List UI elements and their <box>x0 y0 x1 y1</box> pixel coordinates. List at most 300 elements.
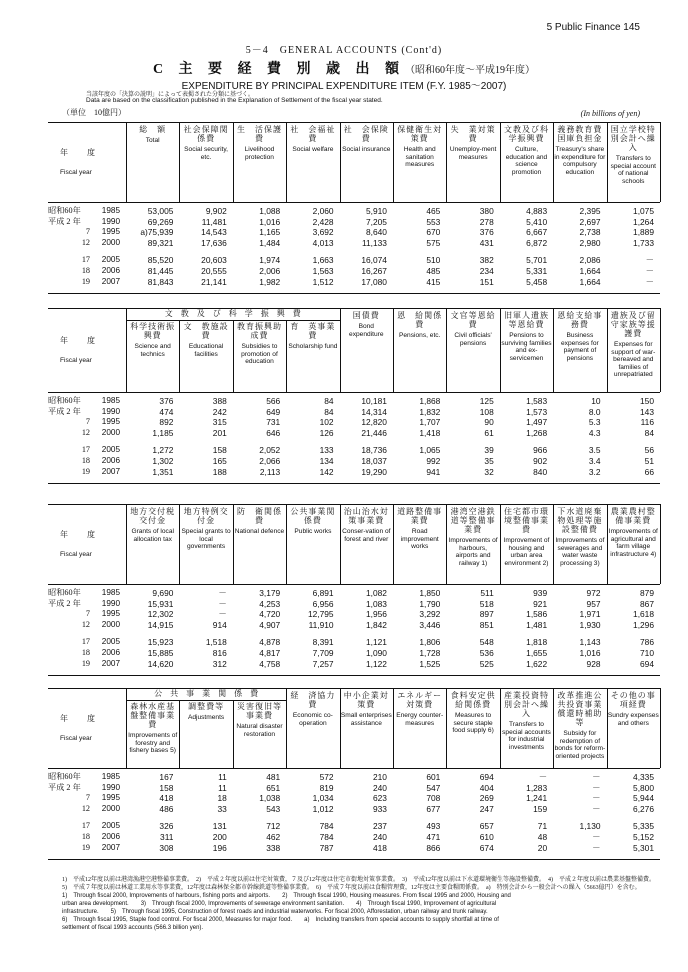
value-cell: 1,302 <box>152 455 174 466</box>
column-header <box>180 125 231 161</box>
value-cell: 2,395 <box>579 206 601 216</box>
column-header <box>180 702 231 722</box>
column-header-ja: 義務教育費国庫負担金 <box>557 125 603 143</box>
column-header-ja: 社 会保険費 <box>343 125 389 143</box>
value-cell: 242 <box>212 406 227 417</box>
column-header-en: Conser-vation of forest and river <box>342 528 391 543</box>
value-cell: 151 <box>479 276 494 287</box>
value-cell: 1,982 <box>259 276 281 287</box>
value-cell: 1,090 <box>365 647 387 658</box>
value-cell: 646 <box>266 427 281 438</box>
value-cell: 1,728 <box>419 647 441 658</box>
fiscal-year-header <box>48 714 126 743</box>
value-cell: 84 <box>324 406 334 417</box>
value-cell: 9,902 <box>205 206 227 216</box>
value-cell: 4,720 <box>259 609 281 620</box>
value-cell: 11,481 <box>201 216 227 227</box>
value-cell: 1,664 <box>579 265 601 276</box>
value-cell: 892 <box>159 417 174 428</box>
value-cell: 1,974 <box>259 255 281 266</box>
fiscal-year: 2007 <box>101 842 120 852</box>
value-cell: 518 <box>479 598 494 609</box>
value-cell: － <box>592 793 601 804</box>
value-cell: a)75,939 <box>140 227 174 238</box>
data-table <box>48 206 660 287</box>
column-header <box>341 125 392 154</box>
column-header-en: Improvements of sewerages and water waste processing 3) <box>555 537 605 567</box>
table-row <box>48 793 660 804</box>
value-cell: 1,016 <box>259 216 281 227</box>
value-cell: 6,891 <box>312 588 334 598</box>
table-row <box>48 396 660 407</box>
table-row <box>48 217 660 228</box>
column-header-en: Civil officials' pensions <box>454 332 492 347</box>
value-cell: 5,331 <box>526 265 548 276</box>
column-header <box>127 322 178 358</box>
value-cell: 1,806 <box>419 637 441 648</box>
value-cell: 5,701 <box>526 255 548 266</box>
fiscal-year: 2007 <box>101 276 120 286</box>
value-cell: 5,152 <box>633 831 654 842</box>
column-header-en: Improvements of agricultural and farm village infrastructure 4) <box>608 528 658 558</box>
column-header-ja: 防 衛関係費 <box>236 507 282 525</box>
value-cell: 11,133 <box>361 237 387 248</box>
column-header <box>608 311 659 379</box>
value-cell: 201 <box>212 427 227 438</box>
column-header <box>554 125 605 176</box>
column-header-en: Expenses for support of war-bereaved and families of unrepatriated <box>611 341 656 379</box>
value-cell: 142 <box>319 466 334 477</box>
value-cell: 6,276 <box>633 803 654 814</box>
value-cell: 1,185 <box>152 427 174 438</box>
column-header-ja: 保健衛生対策費 <box>397 125 443 143</box>
value-cell: 553 <box>426 216 441 227</box>
fiscal-year-header <box>48 336 126 365</box>
fiscal-year: 2006 <box>101 647 120 657</box>
value-cell: 15,885 <box>147 647 174 658</box>
era-label: 平成 2 年 <box>48 782 81 792</box>
value-cell: 234 <box>479 265 494 276</box>
value-cell: 382 <box>479 255 494 266</box>
value-cell: 957 <box>586 598 601 609</box>
value-cell: 786 <box>640 637 654 648</box>
fiscal-year: 2006 <box>101 455 120 465</box>
year-cell <box>48 609 126 620</box>
rule-line <box>126 700 286 701</box>
value-cell: 18 <box>217 793 227 804</box>
value-cell: 1,664 <box>579 276 601 287</box>
value-cell: 33 <box>217 803 227 814</box>
column-header <box>554 691 605 760</box>
value-cell: － <box>218 598 227 609</box>
column-header <box>341 311 392 338</box>
fiscal-year: 2006 <box>101 265 120 275</box>
table-row <box>48 637 660 648</box>
value-cell: 465 <box>426 206 441 216</box>
column-header-en: Treasury's share in expenditure for compulsory education <box>554 146 606 176</box>
column-header <box>287 691 338 727</box>
value-cell: 1,842 <box>365 619 387 630</box>
fiscal-year-header-en: Fiscal year <box>60 735 92 742</box>
value-cell: 2,006 <box>259 265 281 276</box>
value-cell: － <box>218 588 227 598</box>
value-cell: 51 <box>644 455 654 466</box>
value-cell: 19,290 <box>361 466 387 477</box>
table-row <box>48 266 660 277</box>
unit-ja: （単位 10億円） <box>62 108 126 117</box>
table-row <box>48 648 660 659</box>
value-cell: 819 <box>319 782 334 793</box>
value-cell: 4,883 <box>526 206 548 216</box>
data-table <box>48 396 660 477</box>
column-header-en: Energy counter-measures <box>396 712 444 727</box>
column-header-ja: 文官等恩給費 <box>450 311 496 329</box>
value-cell: 84 <box>644 427 654 438</box>
value-cell: 543 <box>266 803 281 814</box>
year-cell <box>48 266 126 277</box>
rule-line <box>48 768 660 769</box>
value-cell: 32 <box>484 466 494 477</box>
value-cell: 4,817 <box>259 647 281 658</box>
column-header-ja: 国立学校特別会計へ繰入 <box>610 125 656 152</box>
value-cell: 81,445 <box>147 265 174 276</box>
value-cell: 1,971 <box>579 609 601 620</box>
value-cell: 4.3 <box>588 427 601 438</box>
value-cell: 939 <box>533 588 548 598</box>
column-header-en: Social security, etc. <box>184 146 229 161</box>
value-cell: 278 <box>479 216 494 227</box>
value-cell: 914 <box>212 619 227 630</box>
gap-cell <box>48 630 660 637</box>
footnotes-ja: 1) 平成12年度以前は港湾漁港空港整備事業費。 2) 平成２年度以前は住宅対策費，７及び12年度は住宅市街地対策事業費。 3) 平成12年度以前は下水道環境衛生等施設整備費。 4) 平成２年度以前は農業基盤整備費。 5) 平成７年度以前は林道工業用水等事業費，12年度は森林保全都市幹線鉄道等整備事業費。 6) 平成７年度以前は食糧管理費，12年度は主要食糧関係費。 a) 特別会計から一般会計への繰入（5663億円）を含む。 <box>62 877 659 891</box>
value-cell: 1,525 <box>419 658 441 669</box>
era-label: 7 <box>85 793 90 803</box>
value-cell: 1,272 <box>152 445 174 456</box>
column-header-ja: 旧軍人遺族等恩給費 <box>503 311 549 329</box>
column-header <box>341 507 392 543</box>
note-ja: 当該年度の「決算の説明」によって表掲された分類に基づく。 <box>86 92 254 98</box>
value-cell: 200 <box>212 831 227 842</box>
value-cell: 376 <box>159 396 174 406</box>
column-header-en: Grants of local allocation tax <box>131 528 174 543</box>
value-cell: 69,269 <box>147 216 174 227</box>
value-cell: 56 <box>644 445 654 456</box>
value-cell: 4,253 <box>259 598 281 609</box>
year-cell <box>48 456 126 467</box>
column-header-ja: 改革推進公共投資事業償還時補助等 <box>557 691 603 727</box>
value-cell: 566 <box>266 396 281 406</box>
era-label: 17 <box>81 255 90 265</box>
value-cell: 2,428 <box>312 216 334 227</box>
data-table <box>48 772 660 853</box>
value-cell: 610 <box>479 831 494 842</box>
rule-line <box>48 392 660 393</box>
value-cell: 485 <box>426 265 441 276</box>
column-header-ja: 経 済協力費 <box>290 691 336 709</box>
footnotes <box>62 876 662 932</box>
value-cell: 126 <box>319 427 334 438</box>
value-cell: 1,088 <box>259 206 281 216</box>
year-cell <box>48 793 126 804</box>
value-cell: 89,321 <box>147 237 174 248</box>
rule-line <box>48 688 660 689</box>
fiscal-year: 1995 <box>101 793 120 803</box>
value-cell: 4,878 <box>259 637 281 648</box>
value-cell: 21,446 <box>361 427 387 438</box>
value-cell: 547 <box>426 782 441 793</box>
table-title-en: EXPENDITURE BY PRINCIPAL EXPENDITURE ITEM (F.Y. 1985～2007) <box>181 81 507 92</box>
column-header <box>447 125 498 161</box>
value-cell: 712 <box>266 821 281 832</box>
column-header-en: Economic co-operation <box>292 712 333 727</box>
value-cell: 3,179 <box>259 588 281 598</box>
year-cell <box>48 804 126 815</box>
value-cell: 14,620 <box>147 658 174 669</box>
fiscal-year: 1990 <box>101 782 120 792</box>
table-row <box>48 445 660 456</box>
value-cell: 308 <box>159 842 174 853</box>
column-header-ja: 遺族及び留守家族等援護費 <box>610 311 656 338</box>
column-header-ja: 教育振興助成費 <box>236 322 282 340</box>
column-header-ja: その他の事項経費 <box>610 691 656 709</box>
value-cell: 4,013 <box>312 237 334 248</box>
column-header-en: Special grants to local governments <box>181 528 231 551</box>
value-cell: 134 <box>319 455 334 466</box>
value-cell: － <box>592 842 601 853</box>
value-cell: 15,923 <box>147 637 174 648</box>
fiscal-year: 1985 <box>101 772 120 781</box>
value-cell: 5,944 <box>633 793 654 804</box>
value-cell: 48 <box>537 831 548 842</box>
year-cell <box>48 620 126 631</box>
column-header-ja: 住宅都市環境整備事業費 <box>503 507 549 534</box>
column-header-ja: 社会保障関係費 <box>183 125 229 143</box>
column-header <box>287 125 338 154</box>
value-cell: 462 <box>266 831 281 842</box>
era-label: 19 <box>81 842 90 852</box>
value-cell: 14,915 <box>147 619 174 630</box>
value-cell: 1,082 <box>365 588 387 598</box>
value-cell: 731 <box>266 417 281 428</box>
column-header-en: Subsidy for redemption of bonds for reform-oriented projects <box>554 730 606 760</box>
fiscal-year: 1995 <box>101 417 120 427</box>
column-header-ja: 科学技術振興費 <box>130 322 176 340</box>
table-row <box>48 588 660 599</box>
value-cell: 1,618 <box>633 609 654 620</box>
table-row <box>48 609 660 620</box>
column-header-en: Improvements of forestry and fishery bases 5) <box>128 732 178 755</box>
fiscal-year: 2000 <box>101 427 120 437</box>
value-cell: 921 <box>533 598 548 609</box>
value-cell: 1,351 <box>152 466 174 477</box>
value-cell: 493 <box>426 821 441 832</box>
value-cell: 210 <box>372 772 387 782</box>
value-cell: 71 <box>537 821 548 832</box>
fiscal-year-header-ja: 年 度 <box>60 148 96 157</box>
value-cell: 8.0 <box>588 406 601 417</box>
gap-cell <box>48 248 660 255</box>
value-cell: 3,692 <box>312 227 334 238</box>
value-cell: 418 <box>372 842 387 853</box>
column-header <box>501 691 552 751</box>
fiscal-year: 1985 <box>101 588 120 597</box>
column-header-en: Small enterprises assistance <box>340 712 392 727</box>
value-cell: 90 <box>484 417 494 428</box>
column-header-en: Business expenses for payment of pensions <box>561 332 599 362</box>
footnote-en-line: infrastructure. 5) Through fiscal 1995, Construction of forest roads and industrial waterworks. For fiscal 2000, Afforestation, urban railway and trunk railway. <box>62 909 488 915</box>
value-cell: 1,850 <box>419 588 441 598</box>
era-label: 17 <box>81 637 90 647</box>
column-header-en: Improvement of housing and urban area environment 2) <box>503 537 550 567</box>
column-header-ja: 災害復旧等事業費 <box>236 702 282 720</box>
value-cell: 1,034 <box>312 793 334 804</box>
column-header-en: Social insurance <box>342 146 391 153</box>
column-header-ja: 農業農村整備事業費 <box>610 507 656 525</box>
column-header-ja: 生 活保護費 <box>236 125 282 143</box>
value-cell: 1,121 <box>365 637 387 648</box>
era-label: 18 <box>81 265 90 275</box>
table-row <box>48 843 660 854</box>
column-header <box>501 311 552 362</box>
year-cell <box>48 843 126 854</box>
value-cell: 1,956 <box>365 609 387 620</box>
fiscal-year: 1990 <box>101 216 120 226</box>
value-cell: 131 <box>212 821 227 832</box>
value-cell: － <box>538 772 548 782</box>
year-cell <box>48 227 126 238</box>
column-header <box>127 507 178 543</box>
value-cell: 7,709 <box>312 647 334 658</box>
value-cell: 11,910 <box>308 619 334 630</box>
value-cell: 1,622 <box>526 658 548 669</box>
value-cell: 670 <box>426 227 441 238</box>
year-cell <box>48 428 126 439</box>
value-cell: － <box>592 831 601 842</box>
value-cell: 158 <box>159 782 174 793</box>
value-cell: 928 <box>586 658 601 669</box>
era-label: 昭和60年 <box>48 396 81 405</box>
value-cell: － <box>592 782 601 793</box>
value-cell: 311 <box>160 831 174 842</box>
value-cell: 3.4 <box>588 455 601 466</box>
column-header-ja: 下水道廃棄物処理等施設整備費 <box>557 507 603 534</box>
value-cell: 525 <box>479 658 494 669</box>
row-gap <box>48 814 660 821</box>
value-cell: 188 <box>212 466 227 477</box>
column-header-en: Pensions, etc. <box>398 332 441 339</box>
rule-line <box>48 202 660 203</box>
value-cell: 12,820 <box>361 417 387 428</box>
era-label: 19 <box>81 466 90 476</box>
value-cell: 1,130 <box>579 821 601 832</box>
value-cell: 708 <box>426 793 441 804</box>
value-cell: 18,736 <box>361 445 387 456</box>
year-cell <box>48 417 126 428</box>
value-cell: 1,241 <box>526 793 548 804</box>
column-header-ja: 食料安定供給関係費 <box>450 691 496 709</box>
value-cell: 933 <box>372 803 387 814</box>
value-cell: 53,005 <box>147 206 174 216</box>
table-row <box>48 277 660 288</box>
table-row <box>48 206 660 217</box>
year-cell <box>48 832 126 843</box>
footnote-en-line: 1) Through fiscal 2000, Improvements of harbours, fishing ports and airports. 2) Through fiscal 1990, Housing measures. From fiscal 1995 and 2000, Housing and <box>62 893 511 899</box>
column-header-ja: 治山治水対策事業費 <box>343 507 389 525</box>
value-cell: 1,264 <box>633 216 654 227</box>
value-cell: 601 <box>426 772 441 782</box>
column-header <box>180 507 231 551</box>
value-cell: 159 <box>533 803 548 814</box>
table-row <box>48 428 660 439</box>
value-cell: 2,113 <box>259 466 281 477</box>
value-cell: 6,667 <box>526 227 548 238</box>
value-cell: 1,868 <box>419 396 441 406</box>
fiscal-year: 2007 <box>101 658 120 668</box>
era-label: 昭和60年 <box>48 588 81 597</box>
value-cell: 315 <box>212 417 227 428</box>
column-divider <box>660 688 661 768</box>
value-cell: 1,512 <box>312 276 334 287</box>
fiscal-year: 1995 <box>101 609 120 619</box>
value-cell: 165 <box>212 455 227 466</box>
column-header-ja: 恩 給関係費 <box>397 311 443 329</box>
row-gap <box>48 248 660 255</box>
value-cell: 84 <box>324 396 334 406</box>
value-cell: 941 <box>426 466 441 477</box>
value-cell: 966 <box>533 445 548 456</box>
column-header-en: Unemploy-ment measures <box>449 146 497 161</box>
year-cell <box>48 783 126 794</box>
value-cell: 5,410 <box>526 216 548 227</box>
value-cell: 17,636 <box>201 237 227 248</box>
value-cell: 710 <box>640 647 654 658</box>
year-cell <box>48 396 126 407</box>
column-header-ja: 育 英事業費 <box>290 322 336 340</box>
value-cell: 35 <box>484 455 494 466</box>
value-cell: 1,497 <box>526 417 548 428</box>
fiscal-year: 2007 <box>101 466 120 476</box>
value-cell: 972 <box>586 588 601 598</box>
value-cell: 879 <box>640 588 654 598</box>
column-header-ja: 失 業対策費 <box>450 125 496 143</box>
value-cell: 17,080 <box>361 276 387 287</box>
year-cell <box>48 599 126 610</box>
column-header-ja: 地方交付税交付金 <box>130 507 176 525</box>
value-cell: 8,391 <box>312 637 334 648</box>
value-cell: 1,012 <box>312 803 334 814</box>
value-cell: 1,283 <box>526 782 548 793</box>
value-cell: 5,301 <box>633 842 654 853</box>
fiscal-year: 2005 <box>101 821 120 831</box>
fiscal-year: 1990 <box>101 598 120 608</box>
value-cell: 902 <box>533 455 548 466</box>
column-header-en: Health and sanitation measures <box>403 146 436 169</box>
value-cell: 2,060 <box>312 206 334 216</box>
year-cell <box>48 277 126 288</box>
era-label: 12 <box>81 237 90 247</box>
year-cell <box>48 772 126 783</box>
year-cell <box>48 238 126 249</box>
value-cell: 4,758 <box>259 658 281 669</box>
value-cell: 992 <box>426 455 441 466</box>
value-cell: 784 <box>319 831 334 842</box>
fiscal-year: 2000 <box>101 803 120 813</box>
data-table <box>48 588 660 669</box>
value-cell: 418 <box>159 793 174 804</box>
value-cell: 548 <box>479 637 494 648</box>
year-cell <box>48 255 126 266</box>
value-cell: 5.3 <box>588 417 601 428</box>
